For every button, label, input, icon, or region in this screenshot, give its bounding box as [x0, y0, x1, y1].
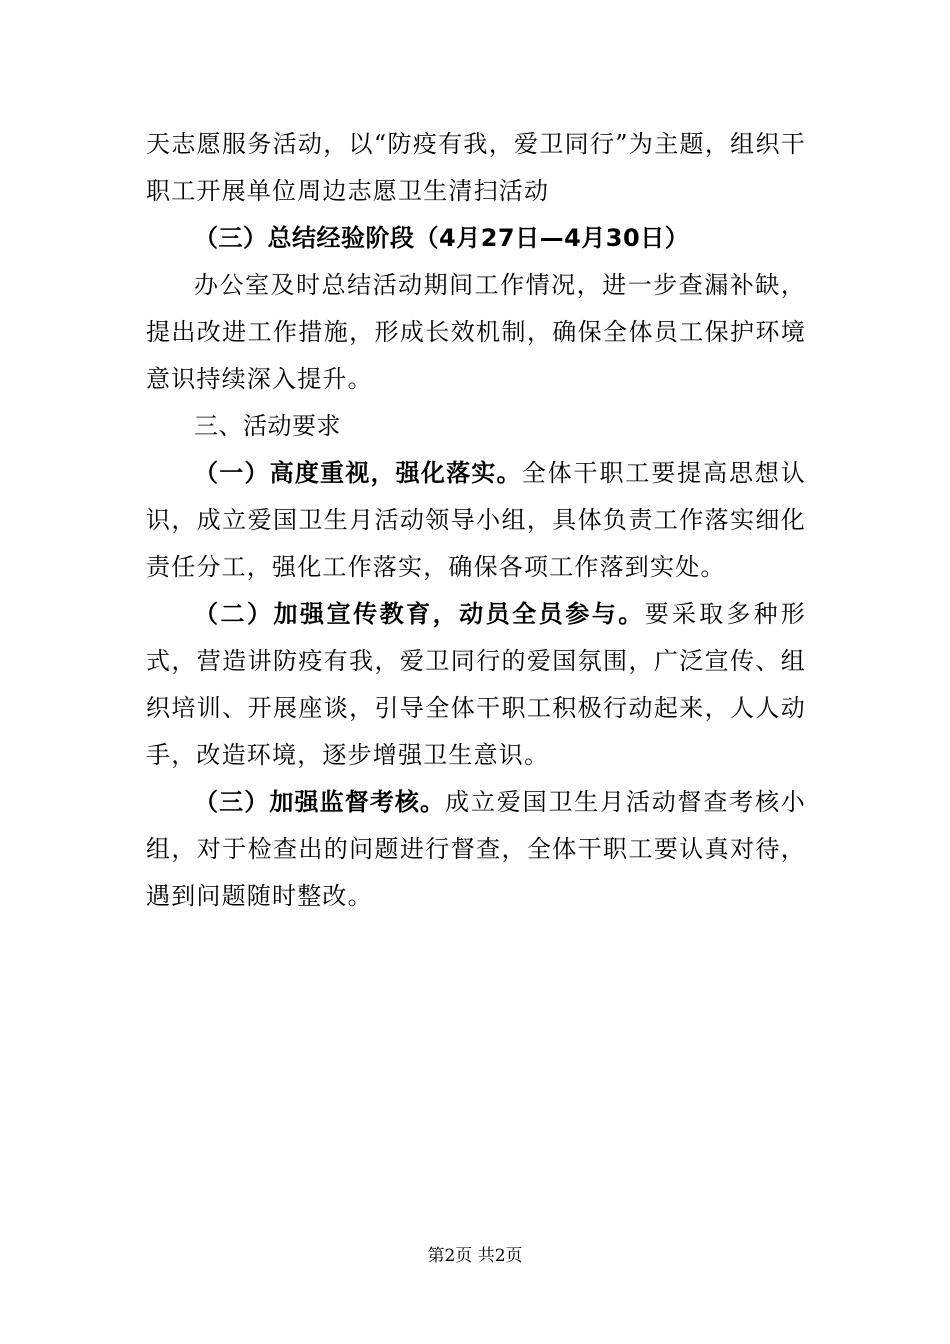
requirement-1-text: 全体干职工要提高思想认识，成立爱国卫生月活动领导小组，具体负责工作落实细化责任分工，强化工作落实，确保各项工作落到实处。 [146, 459, 807, 581]
stage3-paragraph: 办公室及时总结活动期间工作情况，进一步查漏补缺，提出改进工作措施，形成长效机制，确保全体员工保护环境意识持续深入提升。 [146, 271, 806, 393]
requirement-3 [146, 779, 806, 920]
requirement-3-text: 成立爱国卫生月活动督查考核小组，对于检查出的问题进行督查，全体干职工要认真对待，遇到问题随时整改。 [146, 788, 806, 910]
page-footer: 第2页 共2页 [427, 1246, 523, 1266]
continued-paragraph: 天志愿服务活动，以“防疫有我，爱卫同行”为主题，组织干职工开展单位周边志愿卫生清扫活动 [146, 130, 806, 205]
requirement-2 [146, 591, 806, 779]
section3-title: 三、活动要求 [194, 412, 341, 440]
requirement-2-lead: （二）加强宣传教育，动员全员参与。 [194, 600, 645, 628]
stage3-heading: （三）总结经验阶段（4月27日—4月30日） [194, 224, 690, 252]
document-body [146, 121, 806, 920]
requirement-1 [146, 450, 806, 591]
requirement-3-lead: （三）加强监督考核。 [194, 788, 446, 816]
requirement-2-text: 要采取多种形式，营造讲防疫有我，爱卫同行的爱国氛围，广泛宣传、组织培训、开展座谈，引导全体干职工积极行动起来，人人动手，改造环境，逐步增强卫生意识。 [146, 600, 807, 769]
requirement-1-lead: （一）高度重视，强化落实。 [194, 459, 522, 487]
